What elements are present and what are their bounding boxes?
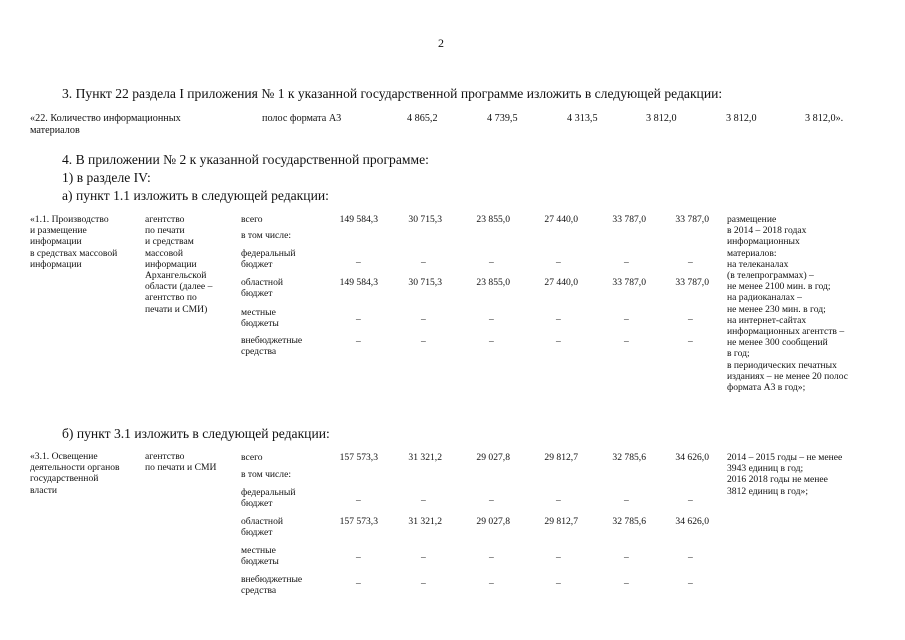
item3-heading: 3. Пункт 22 раздела I приложения № 1 к указанной государственной программе изложить в следующей редакции: [62, 86, 723, 101]
table-b-r5-c2: – [421, 578, 426, 589]
item4-heading: 4. В приложении № 2 к указанной государственной программе: [62, 152, 429, 167]
table-b-name: «3.1. Освещение деятельности органов государственной власти [30, 451, 120, 496]
table-b-executor: агентство по печати и СМИ [145, 451, 217, 474]
table-a-source-1: в том числе: [241, 230, 292, 241]
table-b-r5-c5: – [624, 578, 629, 589]
table-a-r5-c6: – [688, 336, 693, 347]
table-b-source-1: в том числе: [241, 469, 292, 480]
table-b-r4-c6: – [688, 552, 693, 563]
table-a-source-3: областной бюджет [241, 277, 284, 300]
table-b-r3-c3: 29 027,8 [476, 516, 510, 527]
table-b-r0-c3: 29 027,8 [476, 452, 510, 463]
table-b-r4-c1: – [356, 552, 361, 563]
table-a-r2-c2: – [421, 257, 426, 268]
table-b-r5-c3: – [489, 578, 494, 589]
item3-value-1: 4 865,2 [407, 113, 438, 124]
item4-sub1: 1) в разделе IV: [62, 170, 151, 185]
table-b-r2-c3: – [489, 495, 494, 506]
table-a-r2-c3: – [489, 257, 494, 268]
table-a-r3-c1: 149 584,3 [339, 277, 378, 288]
table-a-source-5: внебюджетные средства [241, 335, 303, 358]
table-b-r3-c1: 157 573,3 [339, 516, 378, 527]
item3-value-4: 3 812,0 [646, 113, 677, 124]
table-a-r4-c6: – [688, 314, 693, 325]
table-b-r2-c6: – [688, 495, 693, 506]
table-a-r3-c4: 27 440,0 [544, 277, 578, 288]
table-b-r4-c3: – [489, 552, 494, 563]
item3-value-6: 3 812,0». [805, 113, 844, 124]
table-a-r3-c6: 33 787,0 [675, 277, 709, 288]
item4-sub-a: а) пункт 1.1 изложить в следующей редакции: [62, 188, 329, 203]
item3-value-5: 3 812,0 [726, 113, 757, 124]
table-b-r3-c6: 34 626,0 [675, 516, 709, 527]
table-b-r3-c5: 32 785,6 [612, 516, 646, 527]
table-b-r4-c4: – [556, 552, 561, 563]
table-a-r4-c2: – [421, 314, 426, 325]
table-b-r5-c1: – [356, 578, 361, 589]
table-b-r3-c4: 29 812,7 [544, 516, 578, 527]
table-a-r4-c5: – [624, 314, 629, 325]
table-a-r5-c3: – [489, 336, 494, 347]
table-b-r0-c6: 34 626,0 [675, 452, 709, 463]
item3-row-unit: полос формата А3 [262, 113, 342, 124]
table-a-r3-c3: 23 855,0 [476, 277, 510, 288]
table-a-r0-c5: 33 787,0 [612, 214, 646, 225]
table-a-r0-c3: 23 855,0 [476, 214, 510, 225]
table-b-r0-c5: 32 785,6 [612, 452, 646, 463]
item4-sub-b: б) пункт 3.1 изложить в следующей редакции: [62, 426, 330, 441]
table-a-r5-c1: – [356, 336, 361, 347]
table-b-source-4: местные бюджеты [241, 545, 279, 568]
table-b-r2-c1: – [356, 495, 361, 506]
table-b-r2-c4: – [556, 495, 561, 506]
table-b-source-0: всего [241, 452, 263, 463]
table-a-r0-c1: 149 584,3 [339, 214, 378, 225]
table-a-r2-c1: – [356, 257, 361, 268]
table-b-r0-c2: 31 321,2 [408, 452, 442, 463]
table-a-r3-c5: 33 787,0 [612, 277, 646, 288]
table-a-r0-c2: 30 715,3 [408, 214, 442, 225]
table-a-r4-c3: – [489, 314, 494, 325]
page-number: 2 [438, 36, 444, 50]
table-a-executor: агентство по печати и средствам массовой информации Архангельской области (далее – агентство по печати и СМИ) [145, 214, 213, 315]
table-b-r5-c4: – [556, 578, 561, 589]
table-a-name: «1.1. Производство и размещение информации в средствах массовой информации [30, 214, 118, 270]
table-a-source-2: федеральный бюджет [241, 248, 296, 271]
table-a-r0-c6: 33 787,0 [675, 214, 709, 225]
table-b-r2-c2: – [421, 495, 426, 506]
table-a-r4-c1: – [356, 314, 361, 325]
table-b-result: 2014 – 2015 годы – не менее 3943 единиц в год; 2016 2018 годы не менее 3812 единиц в год»; [727, 452, 843, 497]
table-a-r5-c5: – [624, 336, 629, 347]
table-b-r4-c5: – [624, 552, 629, 563]
table-a-source-0: всего [241, 214, 263, 225]
table-a-result: размещение в 2014 – 2018 годах информационных материалов: на телеканалах (в телепрограммах) – не менее 2100 мин. в год; на радиоканалах – не менее 230 мин. в год; на интернет-сайтах информационных агентств – не менее 300 сообщений в год; в периодических печатных изданиях – не менее 20 полос формата А3 в год»; [727, 214, 849, 394]
table-b-r3-c2: 31 321,2 [408, 516, 442, 527]
table-b-source-2: федеральный бюджет [241, 487, 296, 510]
table-b-r0-c1: 157 573,3 [339, 452, 378, 463]
table-a-r5-c4: – [556, 336, 561, 347]
table-b-r0-c4: 29 812,7 [544, 452, 578, 463]
table-b-r2-c5: – [624, 495, 629, 506]
table-a-r2-c4: – [556, 257, 561, 268]
table-b-r5-c6: – [688, 578, 693, 589]
table-a-r2-c5: – [624, 257, 629, 268]
item3-row-name: «22. Количество информационных материалов [30, 113, 181, 136]
item3-value-2: 4 739,5 [487, 113, 518, 124]
table-a-r2-c6: – [688, 257, 693, 268]
table-a-r0-c4: 27 440,0 [544, 214, 578, 225]
table-a-r4-c4: – [556, 314, 561, 325]
table-a-r3-c2: 30 715,3 [408, 277, 442, 288]
table-b-r4-c2: – [421, 552, 426, 563]
item3-value-3: 4 313,5 [567, 113, 598, 124]
table-b-source-5: внебюджетные средства [241, 574, 303, 597]
table-a-source-4: местные бюджеты [241, 307, 279, 330]
table-a-r5-c2: – [421, 336, 426, 347]
table-b-source-3: областной бюджет [241, 516, 284, 539]
